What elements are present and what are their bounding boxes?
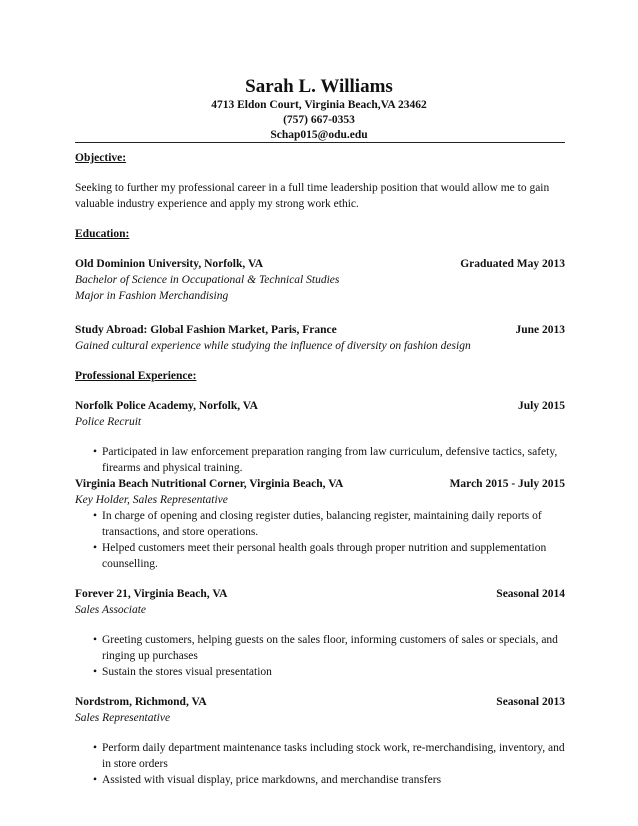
employer: Virginia Beach Nutritional Corner, Virginia Beach, VA	[75, 478, 344, 490]
duty-list	[75, 632, 565, 680]
address: 4713 Eldon Court, Virginia Beach,VA 23462	[211, 99, 427, 111]
email: Schap015@odu.edu	[270, 129, 368, 141]
applicant-name: Sarah L. Williams	[245, 76, 393, 97]
job-role: Police Recruit	[75, 416, 142, 428]
duty-list	[75, 508, 565, 572]
objective-text: Seeking to further my professional career in a full time leadership position that would allow me to gain valuable industry experience and apply my strong work ethic.	[75, 182, 550, 210]
duty-list	[75, 444, 565, 476]
employment-date: July 2015	[518, 400, 565, 412]
duty-item: • Assisted with visual display, price markdowns, and merchandise transfers	[75, 772, 565, 788]
objective-heading: Objective:	[75, 152, 127, 164]
duty-item: • Participated in law enforcement preparation ranging from law curriculum, defensive tactics, safety, firearms and physical training.	[75, 444, 565, 476]
employer: Forever 21, Virginia Beach, VA	[75, 588, 228, 600]
duty-item: • Helped customers meet their personal health goals through proper nutrition and supplementation counselling.	[75, 540, 565, 572]
resume-body	[75, 150, 565, 788]
study-abroad-date: June 2013	[515, 324, 565, 336]
school-name: Old Dominion University, Norfolk, VA	[75, 258, 264, 270]
experience-entry	[75, 476, 565, 572]
degree: Bachelor of Science in Occupational & Technical Studies	[75, 274, 340, 286]
experience-entry	[75, 586, 565, 680]
duty-item: • In charge of opening and closing register duties, balancing register, maintaining daily reports of transactions, and store operations.	[75, 508, 565, 540]
duty-item: • Greeting customers, helping guests on the sales floor, informing customers of sales or specials, and ringing up purchases	[75, 632, 565, 664]
employment-date: Seasonal 2014	[496, 588, 565, 600]
employer: Norfolk Police Academy, Norfolk, VA	[75, 400, 258, 412]
study-abroad-title: Study Abroad: Global Fashion Market, Paris, France	[75, 324, 337, 336]
job-role: Sales Representative	[75, 712, 171, 724]
job-role: Key Holder, Sales Representative	[75, 494, 228, 506]
duty-list	[75, 740, 565, 788]
employment-date: March 2015 - July 2015	[449, 478, 565, 490]
header-divider	[75, 142, 565, 143]
duty-item: • Perform daily department maintenance tasks including stock work, re-merchandising, inventory, and in store orders	[75, 740, 565, 772]
resume-header	[0, 76, 638, 143]
study-abroad-description: Gained cultural experience while studying the influence of diversity on fashion design	[75, 340, 471, 352]
education-heading: Education:	[75, 228, 130, 240]
employer: Nordstrom, Richmond, VA	[75, 696, 207, 708]
experience-heading: Professional Experience:	[75, 370, 197, 382]
duty-item: • Sustain the stores visual presentation	[75, 664, 565, 680]
experience-entry	[75, 398, 565, 476]
major: Major in Fashion Merchandising	[75, 290, 229, 302]
experience-entry	[75, 694, 565, 788]
phone: (757) 667-0353	[283, 114, 355, 126]
employment-date: Seasonal 2013	[496, 696, 565, 708]
job-role: Sales Associate	[75, 604, 147, 616]
education-entry	[75, 256, 565, 304]
education-entry	[75, 322, 565, 354]
graduation-date: Graduated May 2013	[460, 258, 565, 270]
